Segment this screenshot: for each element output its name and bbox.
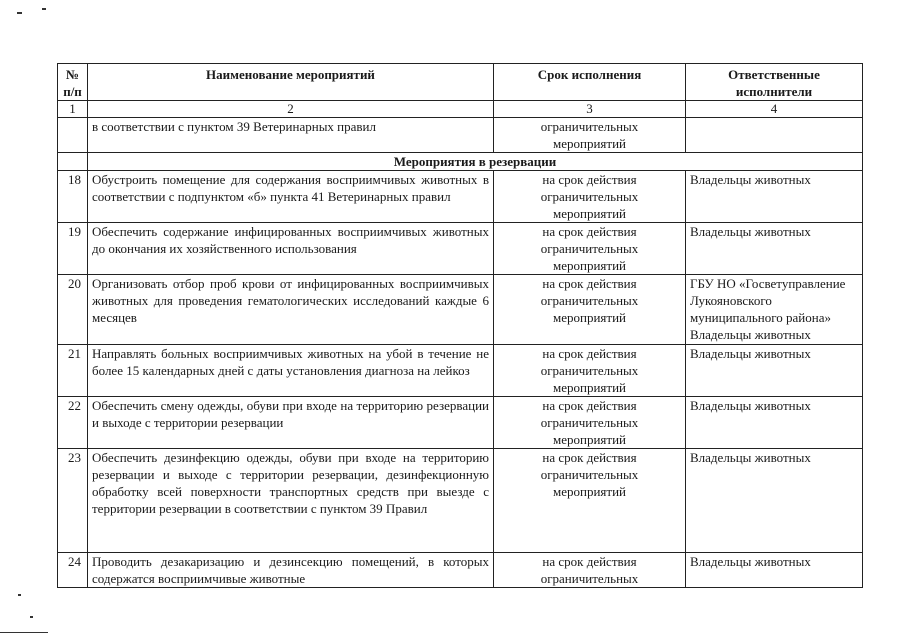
row-resp	[686, 118, 863, 153]
row-num: 21	[58, 345, 88, 397]
row-resp: Владельцы животных	[686, 223, 863, 275]
row-num: 20	[58, 275, 88, 345]
row-num: 18	[58, 171, 88, 223]
row-term: на срок действия ограничительных мероприятий	[494, 223, 686, 275]
table-row	[58, 449, 863, 553]
row-name: Обустроить помещение для содержания восприимчивых животных в соответствии с подпунктом «б» пункта 41 Ветеринарных правил	[88, 171, 494, 223]
row-term: на срок действия ограничительных	[494, 553, 686, 588]
row-resp: Владельцы животных	[686, 171, 863, 223]
row-name: Обеспечить смену одежды, обуви при входе на территорию резервации и выходе с территории резервации	[88, 397, 494, 449]
header-name: Наименование мероприятий	[88, 64, 494, 101]
table-row	[58, 553, 863, 588]
row-term: на срок действия ограничительных мероприятий	[494, 275, 686, 345]
row-term: на срок действия ограничительных мероприятий	[494, 397, 686, 449]
row-resp: Владельцы животных	[686, 397, 863, 449]
table-row	[58, 171, 863, 223]
header-row	[58, 64, 863, 101]
row-resp: Владельцы животных	[686, 449, 863, 553]
row-name: Обеспечить содержание инфицированных восприимчивых животных до окончания их хозяйственного использования	[88, 223, 494, 275]
row-num: 23	[58, 449, 88, 553]
table-row	[58, 223, 863, 275]
scan-mark	[42, 8, 46, 10]
section-title: Мероприятия в резервации	[88, 153, 863, 171]
row-resp: ГБУ НО «Госветуправление Лукояновского муниципального района» Владельцы животных	[686, 275, 863, 345]
table-row	[58, 275, 863, 345]
header-term: Срок исполнения	[494, 64, 686, 101]
index-cell: 1	[58, 101, 88, 118]
index-cell: 3	[494, 101, 686, 118]
row-term: на срок действия ограничительных мероприятий	[494, 345, 686, 397]
row-num: 19	[58, 223, 88, 275]
table-row	[58, 397, 863, 449]
scan-mark	[30, 616, 33, 618]
index-cell: 4	[686, 101, 863, 118]
continuation-row	[58, 118, 863, 153]
row-num: 22	[58, 397, 88, 449]
section-row	[58, 153, 863, 171]
index-row	[58, 101, 863, 118]
row-term: на срок действия ограничительных мероприятий	[494, 449, 686, 553]
measures-table	[57, 63, 863, 588]
header-num: № п/п	[58, 64, 88, 101]
section-num	[58, 153, 88, 171]
row-name: Обеспечить дезинфекцию одежды, обуви при входе на территорию резервации и выходе с территории резервации, дезинфекционную обработку всей поверхности транспортных средств при выезде с территории резервации в соответствии с пунктом 39 Правил	[88, 449, 494, 553]
row-term: на срок действия ограничительных мероприятий	[494, 171, 686, 223]
table-row	[58, 345, 863, 397]
scan-mark	[17, 12, 22, 14]
row-name: Организовать отбор проб крови от инфицированных восприимчивых животных для проведения гематологических исследований каждые 6 месяцев	[88, 275, 494, 345]
header-resp: Ответственные исполнители	[686, 64, 863, 101]
index-cell: 2	[88, 101, 494, 118]
scan-mark	[18, 594, 21, 596]
row-name: Направлять больных восприимчивых животных на убой в течение не более 15 календарных дней с даты установления диагноза на лейкоз	[88, 345, 494, 397]
row-resp: Владельцы животных	[686, 553, 863, 588]
row-resp: Владельцы животных	[686, 345, 863, 397]
row-name: Проводить дезакаризацию и дезинсекцию помещений, в которых содержатся восприимчивые животные	[88, 553, 494, 588]
row-name: в соответствии с пунктом 39 Ветеринарных правил	[88, 118, 494, 153]
row-num	[58, 118, 88, 153]
scan-edge-line	[0, 632, 48, 633]
row-num: 24	[58, 553, 88, 588]
row-term: ограничительных мероприятий	[494, 118, 686, 153]
